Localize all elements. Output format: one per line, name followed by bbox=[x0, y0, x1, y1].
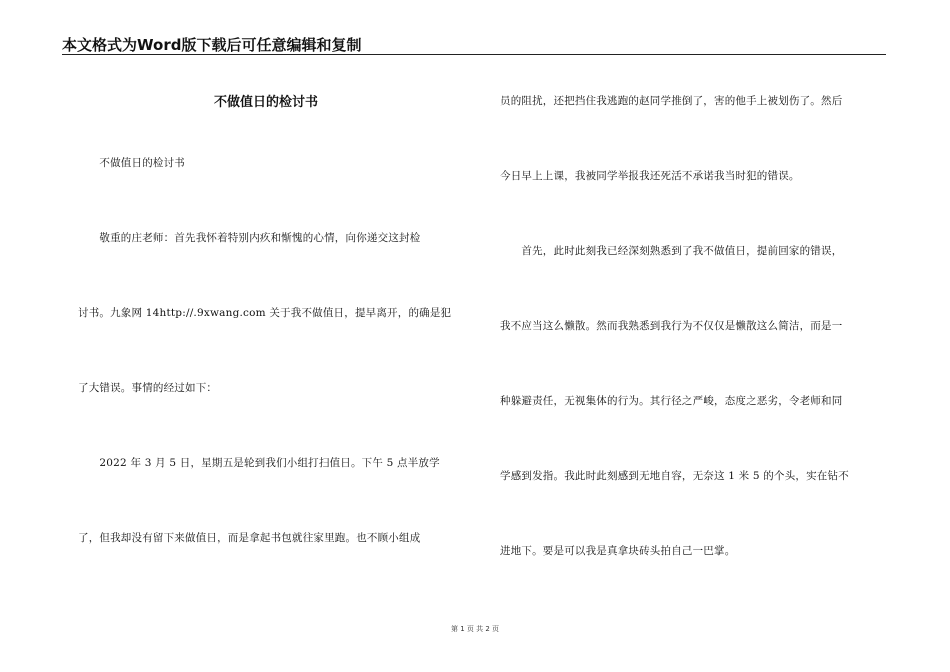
header-rule bbox=[62, 54, 886, 55]
paragraph-line: 不做值日的检讨书 bbox=[78, 157, 185, 169]
paragraph-line: 种躲避责任，无视集体的行为。其行径之严峻，态度之恶劣，令老师和同 bbox=[500, 395, 843, 407]
paragraph-line: 2022 年 3 月 5 日，星期五是轮到我们小组打扫值日。下午 5 点半放学 bbox=[78, 457, 440, 469]
paragraph-line: 首先，此时此刻我已经深刻熟悉到了我不做值日，提前回家的错误， bbox=[500, 245, 843, 257]
paragraph-line: 敬重的庄老师：首先我怀着特别内疚和惭愧的心情，向你递交这封检 bbox=[78, 232, 421, 244]
paragraph-line: 进地下。要是可以我是真拿块砖头拍自己一巴掌。 bbox=[500, 545, 736, 557]
paragraph-line: 讨书。九象网 14http://.9xwang.com 关于我不做值日，提早离开，的确是犯 bbox=[78, 307, 452, 319]
paragraph-line: 学感到发指。我此时此刻感到无地自容，无奈这 1 米 5 的个头，实在钻不 bbox=[500, 470, 849, 482]
paragraph-line: 今日早上上课，我被同学举报我还死活不承诺我当时犯的错误。 bbox=[500, 170, 800, 182]
document-title: 不做值日的检讨书 bbox=[213, 95, 318, 110]
paragraph-line: 员的阻扰，还把挡住我逃跑的赵同学推倒了，害的他手上被划伤了。然后 bbox=[500, 95, 843, 107]
paragraph-line: 了大错误。事情的经过如下： bbox=[78, 382, 218, 394]
paragraph-line: 我不应当这么懒散。然而我熟悉到我行为不仅仅是懒散这么简洁，而是一 bbox=[500, 320, 843, 332]
page-number: 第 1 页 共 2 页 bbox=[450, 625, 500, 633]
paragraph-line: 了，但我却没有留下来做值日，而是拿起书包就往家里跑。也不顾小组成 bbox=[78, 532, 421, 544]
header-banner: 本文格式为Word版下载后可任意编辑和复制 bbox=[62, 36, 362, 54]
